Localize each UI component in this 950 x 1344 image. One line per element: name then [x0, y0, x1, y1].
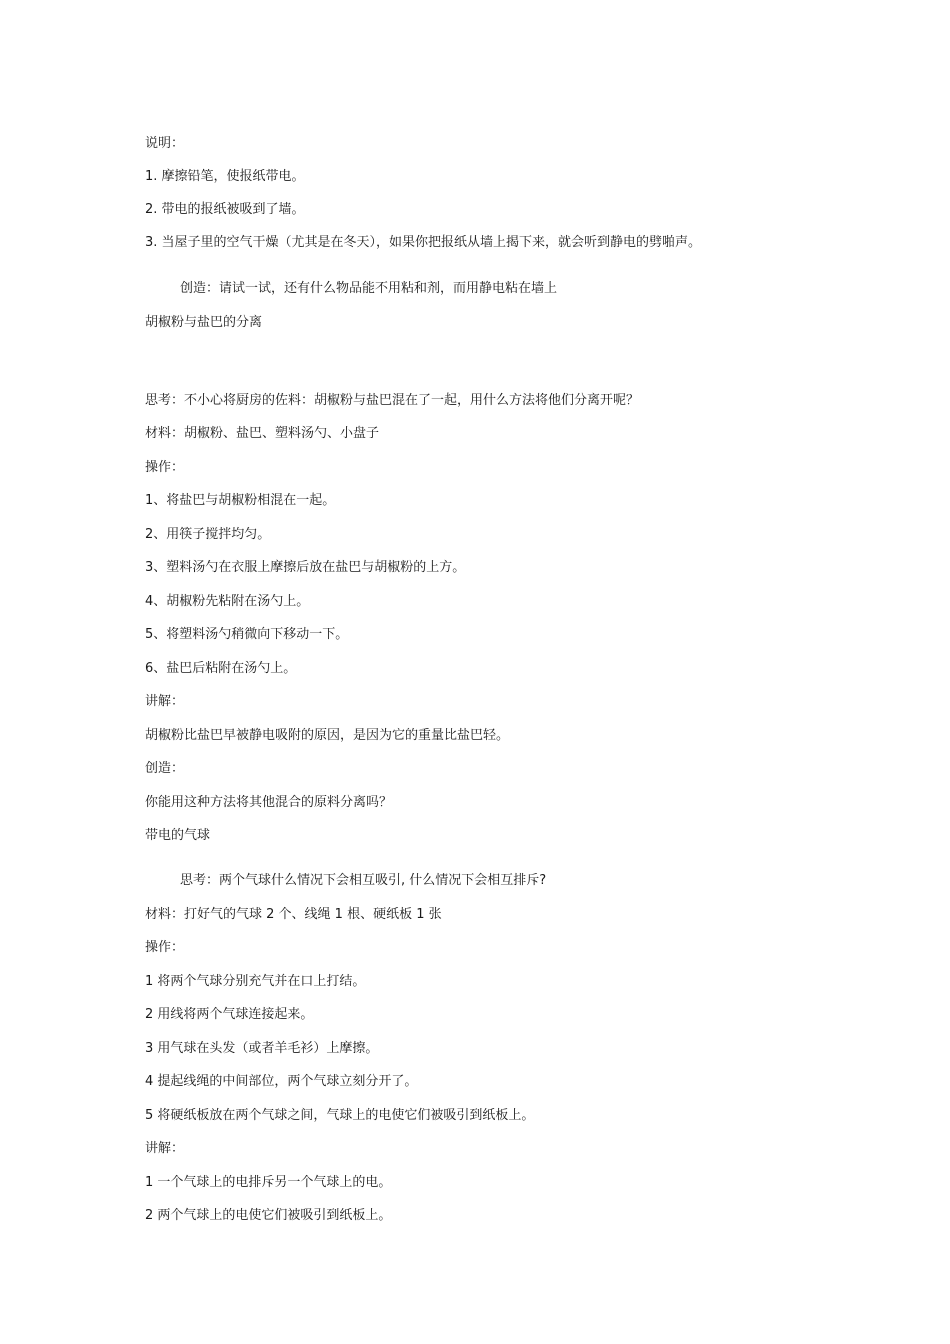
- balloon-think-paragraph: 思考：两个气球什么情况下会相互吸引, 什么情况下会相互排斥?: [180, 873, 547, 888]
- balloon-section-label-operation: 操作：: [145, 940, 185, 955]
- balloon-step-1: 1 将两个气球分别充气并在口上打结。: [145, 974, 366, 989]
- operation-step-3: 3、塑料汤勺在衣服上摩擦后放在盐巴与胡椒粉的上方。: [145, 560, 466, 575]
- section-label-explain: 讲解：: [145, 694, 185, 709]
- section-label-operation: 操作：: [145, 460, 185, 475]
- materials-paragraph: 材料：胡椒粉、盐巴、塑料汤勺、小盘子: [145, 426, 380, 441]
- explain-paragraph: 胡椒粉比盐巴早被静电吸附的原因，是因为它的重量比盐巴轻。: [145, 728, 510, 743]
- heading-pepper-salt-separation: 胡椒粉与盐巴的分离: [145, 315, 263, 330]
- balloon-step-2: 2 用线将两个气球连接起来。: [145, 1007, 314, 1022]
- operation-step-5: 5、将塑料汤勺稍微向下移动一下。: [145, 627, 349, 642]
- balloon-explain-1: 1 一个气球上的电排斥另一个气球上的电。: [145, 1175, 392, 1190]
- balloon-step-3: 3 用气球在头发（或者羊毛衫）上摩擦。: [145, 1041, 379, 1056]
- heading-charged-balloons: 带电的气球: [145, 828, 211, 843]
- operation-step-4: 4、胡椒粉先粘附在汤勺上。: [145, 594, 310, 609]
- think-paragraph: 思考：不小心将厨房的佐料：胡椒粉与盐巴混在了一起，用什么方法将他们分离开呢？: [145, 393, 640, 408]
- operation-step-6: 6、盐巴后粘附在汤勺上。: [145, 661, 297, 676]
- section-label-create: 创造：: [145, 761, 185, 776]
- explanation-item-1: 1. 摩擦铅笔，使报纸带电。: [145, 169, 305, 184]
- operation-step-2: 2、用筷子搅拌均匀。: [145, 527, 271, 542]
- explanation-item-2: 2. 带电的报纸被吸到了墙。: [145, 202, 305, 217]
- balloon-step-5: 5 将硬纸板放在两个气球之间，气球上的电使它们被吸引到纸板上。: [145, 1108, 535, 1123]
- create-question: 你能用这种方法将其他混合的原料分离吗？: [145, 795, 393, 810]
- operation-step-1: 1、将盐巴与胡椒粉相混在一起。: [145, 493, 336, 508]
- balloon-explain-2: 2 两个气球上的电使它们被吸引到纸板上。: [145, 1208, 392, 1223]
- balloon-materials-paragraph: 材料：打好气的气球 2 个、线绳 1 根、硬纸板 1 张: [145, 907, 442, 922]
- section-label-explanation: 说明：: [145, 136, 185, 151]
- balloon-section-label-explain: 讲解：: [145, 1141, 185, 1156]
- explanation-item-3: 3. 当屋子里的空气干燥（尤其是在冬天），如果你把报纸从墙上揭下来，就会听到静电的劈啪声。: [145, 235, 702, 250]
- balloon-step-4: 4 提起线绳的中间部位，两个气球立刻分开了。: [145, 1074, 418, 1089]
- create-paragraph: 创造：请试一试，还有什么物品能不用粘和剂，而用静电粘在墙上: [180, 281, 558, 296]
